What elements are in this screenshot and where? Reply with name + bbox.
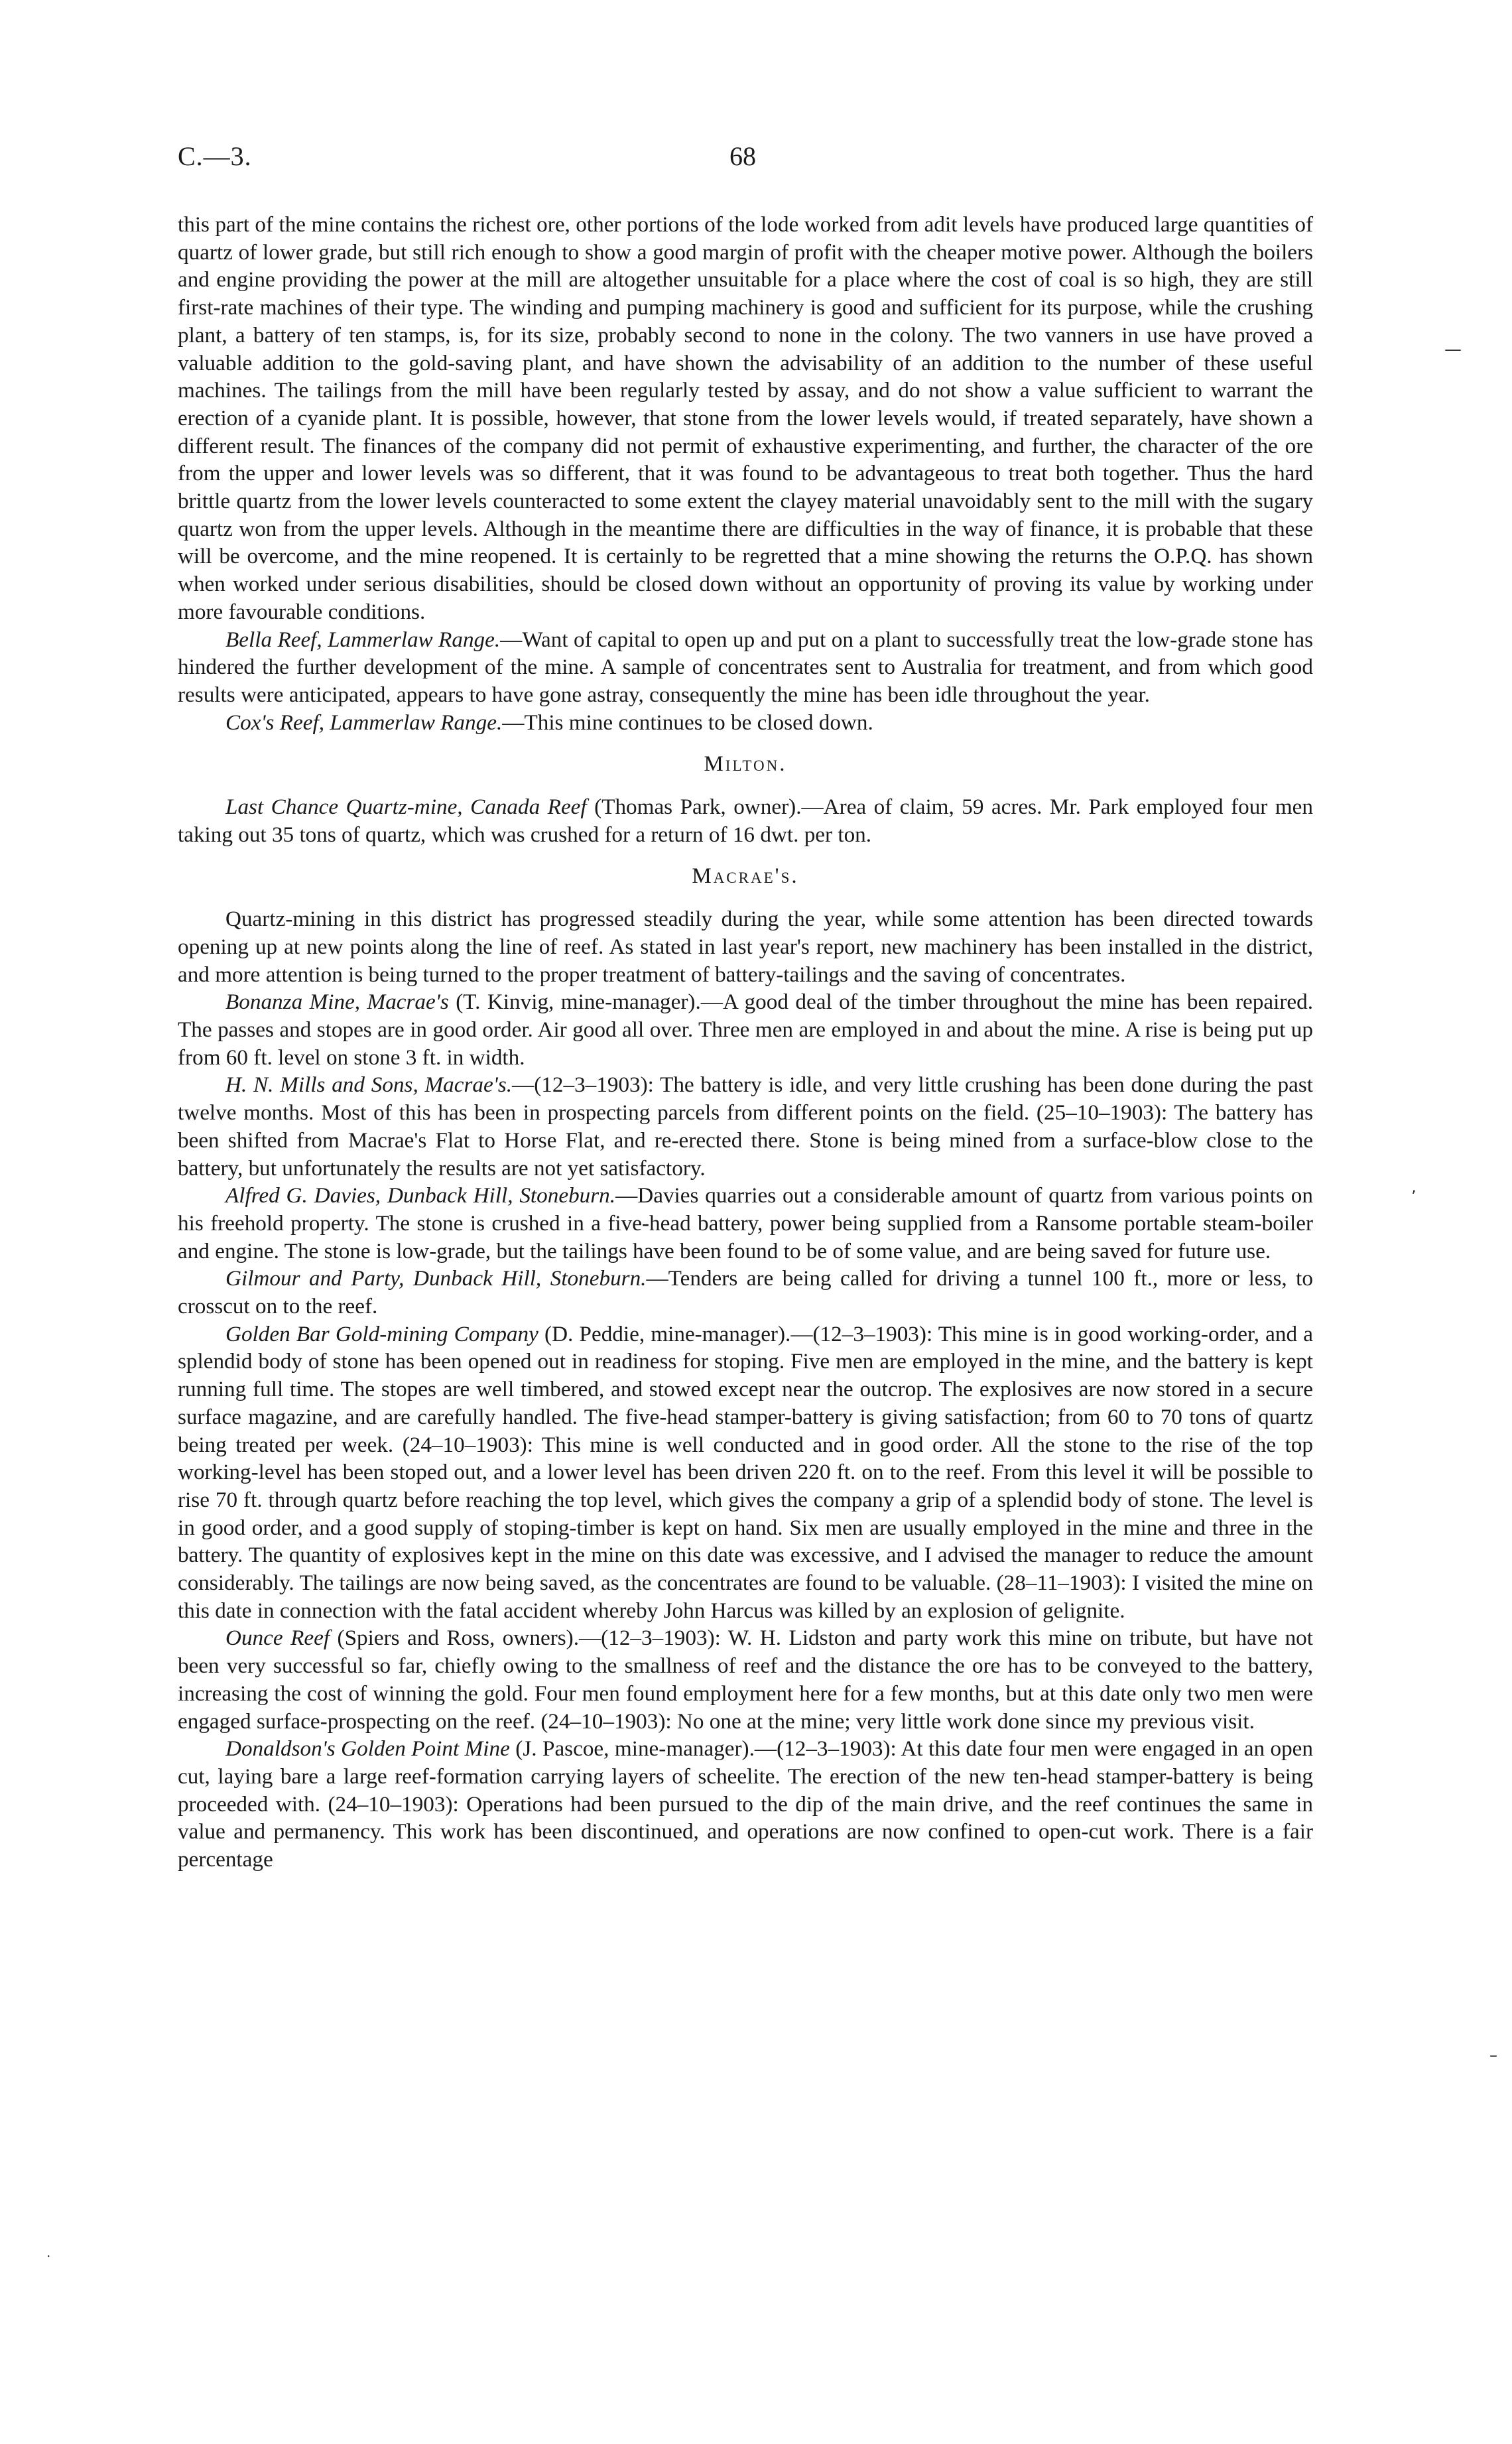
paragraph-last-chance [178, 793, 1313, 848]
entry-title: Last Chance Quartz-mine, Canada Reef [225, 795, 587, 820]
scan-mark: – [1489, 2046, 1497, 2065]
entry-text: (T. Kinvig, mine-manager).—A good deal of the timber throughout the mine has been repaired. The passes and stopes are in good order. Air good all over. Three men are employed in and about the mine. A rise is being put up from 60 ft. level on stone 3 ft. in width. [178, 990, 1313, 1070]
entry-title: H. N. Mills and Sons, Macrae's. [225, 1072, 513, 1098]
paragraph-golden-bar [178, 1320, 1313, 1625]
entry-text: —(12–3–1903): The battery is idle, and very little crushing has been done during the past twelve months. Most of this has been in prospecting parcels from different points on the field. (25–10–1903): The battery has been shifted from Macrae's Flat to Horse Flat, and re-erected there. Stone is being mined from a surface-blow close to the battery, but unfortunately the results are not yet satisfactory. [178, 1072, 1313, 1181]
entry-title: Ounce Reef [225, 1626, 330, 1651]
entry-text: —Want of capital to open up and put on a plant to successfully treat the low-grade stone has hindered the further development of the mine. A sample of concentrates sent to Australia for treatment, and from which good results were anticipated, appears to have gone astray, consequently the mine has been idle throughout the year. [178, 627, 1314, 707]
entry-title: Gilmour and Party, Dunback Hill, Stoneburn. [225, 1266, 647, 1291]
entry-text: (Thomas Park, owner).—Area of claim, 59 acres. Mr. Park employed four men taking out 35 tons of quartz, which was crushed for a return of 16 dwt. per ton. [178, 795, 1313, 847]
section-heading-macraes: Macrae's. [692, 864, 799, 889]
report-code: C.—3. [178, 141, 252, 171]
entry-text: —This mine continues to be closed down. [502, 710, 873, 735]
paragraph-bonanza-mine [178, 988, 1313, 1071]
scan-mark: — [1444, 340, 1462, 359]
entry-text: (Spiers and Ross, owners).—(12–3–1903): W. H. Lidston and party work this mine on tribute, but have not been very successful so far, chiefly owing to the smallness of reef and the distance the ore has to be conveyed to the battery, increasing the cost of winning the gold. Four men found employment here for a few months, but at this date only two men were engaged surface-prospecting on the reef. (24–10–1903): No one at the mine; very little work done since my previous visit. [178, 1626, 1313, 1734]
entry-text: (D. Peddie, mine-manager).—(12–3–1903): This mine is in good working-order, and a splendid body of stone has been opened out in readiness for stoping. Five men are employed in the mine, and the battery is kept running full time. The stopes are well timbered, and stowed except near the outcrop. The explosives are now stored in a secure surface magazine, and are carefully handled. The five-head stamper-battery is giving satisfaction; from 60 to 70 tons of quartz being treated per week. (24–10–1903): This mine is well conducted and in good order. All the stone to the rise of the top working-level has been stoped out, and a lower level has been driven 220 ft. on to the reef. From this level it will be possible to rise 70 ft. through quartz before reaching the top level, which gives the company a grip of a splendid body of stone. The level is in good order, and a good supply of stoping-timber is kept on hand. Six men are usually employed in the mine and three in the battery. The quantity of explosives kept in the mine on this date was excessive, and I advised the manager to reduce the amount considerably. The tailings are now being saved, as the concentrates are found to be valuable. (28–11–1903): I visited the mine on this date in connection with the fatal accident whereby John Harcus was killed by an explosion of gelignite. [178, 1321, 1313, 1623]
document-body [178, 211, 1313, 1874]
paragraph-gilmour-party [178, 1265, 1313, 1320]
entry-text: —Davies quarries out a considerable amount of quartz from various points on his freehold property. The stone is crushed in a five-head battery, power being supplied from a Ransome portable steam-boiler and engine. The stone is low-grade, but the tailings have been found to be of some value, and are being saved for future use. [178, 1183, 1313, 1263]
paragraph-coxs-reef [178, 709, 1313, 737]
paragraph-macraes-intro: Quartz-mining in this district has progressed steadily during the year, while some attention has been directed towards opening up at new points along the line of reef. As stated in last year's report, new machinery has been installed in the district, and more attention is being turned to the proper treatment of battery-tailings and the saving of concentrates. [178, 907, 1313, 987]
section-heading-milton: Milton. [704, 752, 787, 777]
paragraph-ounce-reef [178, 1624, 1313, 1735]
paragraph-alfred-davies [178, 1182, 1313, 1265]
entry-title: Alfred G. Davies, Dunback Hill, Stoneburn. [225, 1183, 616, 1208]
paragraph-mills-and-sons [178, 1071, 1313, 1182]
entry-title: Cox's Reef, Lammerlaw Range. [225, 710, 503, 735]
entry-title: Golden Bar Gold-mining Company [225, 1321, 538, 1346]
page-number: 68 [729, 141, 756, 171]
scan-mark: · [46, 2248, 51, 2264]
paragraph-donaldsons-golden-point [178, 1735, 1313, 1874]
entry-title: Bonanza Mine, Macrae's [225, 990, 449, 1015]
entry-text: —Tenders are being called for driving a tunnel 100 ft., more or less, to crosscut on to the reef. [178, 1266, 1313, 1319]
paragraph-bella-reef [178, 626, 1313, 709]
entry-text: (J. Pascoe, mine-manager).—(12–3–1903): At this date four men were engaged in an open cut, laying bare a large reef-formation carrying layers of scheelite. The erection of the new ten-head stamper-battery is being proceeded with. (24–10–1903): Operations had been pursued to the dip of the main drive, and the reef continues the same in value and permanency. This work has been discontinued, and operations are now confined to open-cut work. There is a fair percentage [178, 1736, 1313, 1872]
entry-title: Donaldson's Golden Point Mine [225, 1736, 510, 1762]
entry-title: Bella Reef, Lammerlaw Range. [225, 627, 501, 652]
scan-mark: ’ [1411, 1187, 1417, 1206]
paragraph-continuation: this part of the mine contains the richest ore, other portions of the lode worked from adit levels have produced large quantities of quartz of lower grade, but still rich enough to show a good margin of profit with the cheaper motive power. Although the boilers and engine providing the power at the mill are altogether unsuitable for a place where the cost of coal is so high, they are still first-rate machines of their type. The winding and pumping machinery is good and sufficient for its purpose, while the crushing plant, a battery of ten stamps, is, for its size, probably second to none in the colony. The two vanners in use have proved a valuable addition to the gold-saving plant, and have shown the advisability of an addition to the number of these useful machines. The tailings from the mill have been regularly tested by assay, and do not show a value sufficient to warrant the erection of a cyanide plant. It is possible, however, that stone from the lower levels would, if treated separately, have shown a different result. The finances of the company did not permit of exhaustive experimenting, and further, the character of the ore from the upper and lower levels was so different, that it was found to be advantageous to treat both together. Thus the hard brittle quartz from the lower levels counteracted to some extent the clayey material unavoidably sent to the mill with the sugary quartz won from the upper levels. Although in the meantime there are difficulties in the way of finance, it is probable that these will be overcome, and the mine reopened. It is certainly to be regretted that a mine showing the returns the O.P.Q. has shown when worked under serious disabilities, should be closed down without an opportunity of proving its value by working under more favourable conditions. [178, 212, 1313, 624]
